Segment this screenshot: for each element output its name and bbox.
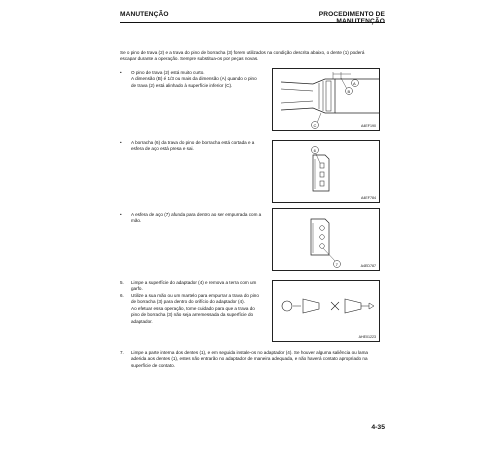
step-line: superfície de contato. [131, 362, 175, 368]
header-rule [120, 22, 385, 23]
bullet-line: A borracha (6) da trava do pino de borracha está cortada e a [131, 140, 255, 145]
header-right-title: PROCEDIMENTO DE MANUTENÇÃO [318, 11, 385, 25]
step-line: Utilize a sua mão ou um martelo para empurrar a trava do pino [131, 293, 259, 298]
label-7: 7 [335, 261, 338, 267]
bullet-1-text [131, 70, 271, 89]
figure-id: A4EF784 [361, 196, 376, 200]
step-number: 6. [120, 293, 124, 298]
intro-paragraph [120, 50, 400, 63]
step-5-text [131, 280, 271, 293]
bullet-line: de trava (2) está alinhado à superfície inferior (C). [131, 82, 233, 88]
rubber-lock-drawing [273, 141, 381, 204]
bullet-line: esfera de aço está presa e sai. [131, 146, 194, 152]
label-6: 6 [313, 147, 316, 153]
bullet-marker: • [120, 140, 122, 145]
step-line: Ao efetuar essa operação, tome cuidado para que a trava do [131, 305, 255, 311]
figure-id: A4ED787 [360, 264, 376, 268]
correct-incorrect-drawing [273, 281, 381, 343]
step-number: 5. [120, 280, 124, 285]
step-line: pino de borracha (3) não seja arremessada da superfície do [131, 312, 254, 318]
bullet-line: O pino de trava (2) está muito curto. [131, 70, 205, 75]
bullet-marker: • [120, 212, 122, 217]
steel-ball-drawing [273, 209, 381, 272]
intro-line: escapar durante a operação. Sempre substitua-os por peças novas. [120, 56, 259, 62]
bullet-line: mão. [131, 218, 142, 224]
label-a: A [353, 80, 356, 86]
intro-line: Se o pino de trava (2) e a trava do pino de borracha (3) forem utilizados na condição descrita abaixo, o dente (1) poderá [120, 50, 365, 55]
figure-id: A4EF190 [361, 124, 376, 128]
figure-id: AHE01223 [358, 335, 376, 339]
figure-rubber-lock [272, 140, 380, 203]
step-line: garfo. [131, 286, 143, 292]
page-number: 4-35 [371, 424, 385, 431]
step-line: aderida aos dentes (1), estes não entrarão no adaptador de maneira adequada, e não haverá contato apropriado na [131, 356, 368, 362]
incorrect-example [345, 299, 374, 313]
bullet-line: A esfera de aço (7) afunda para dentro ao ser empurrada com a [131, 212, 262, 217]
label-b: B [347, 88, 351, 94]
figure-correct-incorrect [272, 280, 380, 342]
correct-example [282, 299, 319, 313]
tooth-adapter-drawing [273, 69, 381, 132]
step-number: 7. [120, 350, 124, 355]
figure-steel-ball [272, 208, 380, 271]
cross-mark-icon [331, 302, 339, 310]
step-line: Limpe a parte interna dos dentes (1), e em seguida instale-os no adaptador (4). Se houver alguma saliência ou lama [131, 350, 368, 355]
step-6-text [131, 293, 271, 325]
label-c: C [313, 122, 317, 128]
step-7-text [131, 350, 391, 369]
header-left-title: MANUTENÇÃO [120, 11, 169, 18]
step-line: adaptador. [131, 318, 153, 324]
step-line: Limpe a superfície do adaptador (4) e remova a terra com um [131, 280, 257, 285]
step-line: de borracha (3) para dentro do orifício do adaptador (4). [131, 299, 245, 305]
bullet-marker: • [120, 70, 122, 75]
figure-tooth-pin-length [272, 68, 380, 131]
bullet-3-text [131, 212, 271, 225]
bullet-2-text [131, 140, 271, 153]
bullet-line: A dimensão (B) é 1/3 ou mais da dimensão (A) quando o pino [131, 76, 257, 82]
